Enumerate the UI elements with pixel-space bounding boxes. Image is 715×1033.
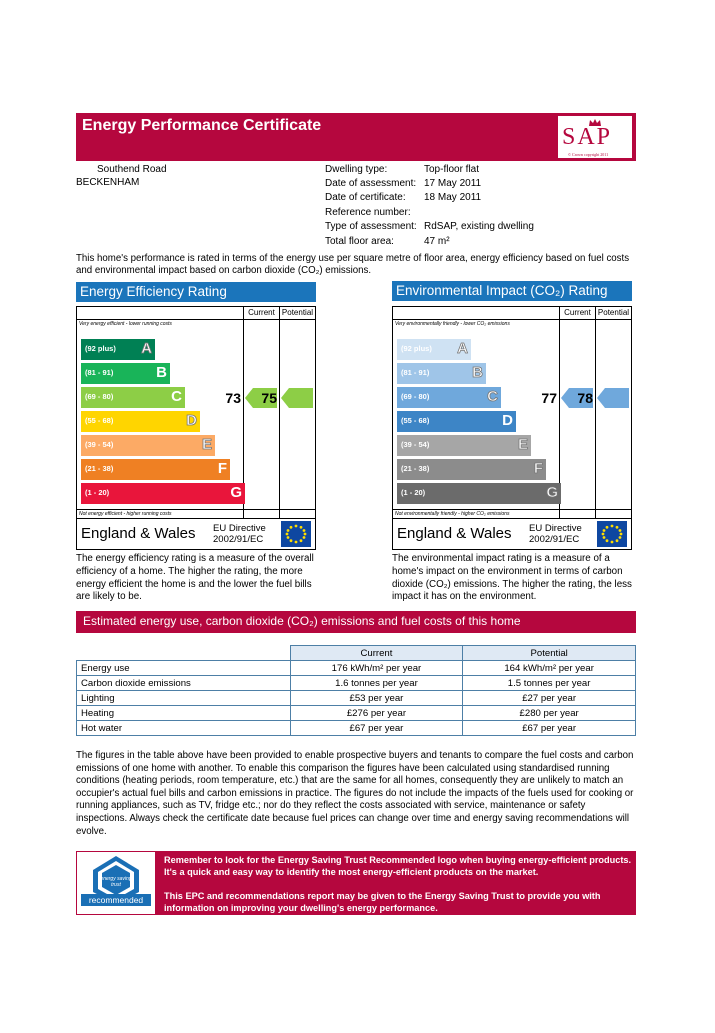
arrow-shape xyxy=(281,388,313,408)
region-label: England & Wales xyxy=(81,525,196,542)
est-paragraph-1: Remember to look for the Energy Saving Trust Recommended logo when buying energy-efficient products. It's a quick and easy way to identify the most energy-efficient products on the market. xyxy=(164,855,632,877)
detail-label: Date of assessment: xyxy=(325,178,417,189)
detail-value: Top-floor flat xyxy=(424,164,480,175)
efficiency-description: The energy efficiency rating is a measure of the overall efficiency of a home. The higher the rating, the more energy efficient the home is and the lower the fuel bills are likely to be. xyxy=(76,553,314,603)
band-a xyxy=(397,339,471,360)
bottom-note: Not energy efficient - higher running costs xyxy=(79,511,172,517)
band-g xyxy=(397,483,561,504)
band-letter: C xyxy=(487,388,498,405)
certificate-header xyxy=(76,113,636,161)
potential-value: 1.5 tonnes per year xyxy=(463,676,636,691)
environment-title: Environmental Impact (CO₂) Rating xyxy=(392,281,632,301)
page-title: Energy Performance Certificate xyxy=(82,117,322,134)
current-column-header: Current xyxy=(248,308,275,317)
current-value: 1.6 tonnes per year xyxy=(290,676,463,691)
current-value: £53 per year xyxy=(290,691,463,706)
row-label: Energy use xyxy=(77,661,291,676)
divider xyxy=(393,319,631,320)
band-f xyxy=(397,459,546,480)
detail-label: Total floor area: xyxy=(325,236,394,247)
band-letter: A xyxy=(141,340,152,357)
divider xyxy=(393,518,631,519)
potential-column-header: Potential xyxy=(463,646,636,661)
potential-value: £280 per year xyxy=(463,706,636,721)
detail-label: Type of assessment: xyxy=(325,221,417,232)
intro-text: This home's performance is rated in terms of the energy use per square metre of floor area, energy efficiency based on fuel costs and environmental impact based on carbon dioxide (CO₂) emissions. xyxy=(76,253,630,277)
energy-saving-trust-logo xyxy=(76,851,156,915)
est-logo-recommended: recommended xyxy=(88,895,144,905)
region-label: England & Wales xyxy=(397,525,512,542)
figures-note: The figures in the table above have been provided to enable prospective buyers and tenants to compare the fuel costs and carbon emissions of one home with another. To enable this comparison the figures have been calculated using standardised running conditions (heating periods, room temperature, etc.) that are the same for all homes, consequently they are unlikely to match an occupier's actual fuel bills and carbon emissions in practice. The figures do not include the impacts of the fuels used for cooking or running appliances, such as TV, fridge etc.; nor do they reflect the costs associated with service, maintenance or safety inspections. Always check the certificate date because fuel prices can change over time and energy saving recommendations will evolve. xyxy=(76,750,634,837)
row-label: Hot water xyxy=(77,721,291,736)
band-range: (1 - 20) xyxy=(401,488,426,497)
band-e xyxy=(81,435,215,456)
sap-logo-copyright: © Crown copyright 2011 xyxy=(568,152,609,157)
band-range: (81 - 91) xyxy=(401,368,430,377)
band-range: (92 plus) xyxy=(85,344,116,353)
band-b xyxy=(397,363,486,384)
detail-value: 17 May 2011 xyxy=(424,178,482,189)
band-range: (69 - 80) xyxy=(401,392,430,401)
table-row xyxy=(77,676,636,691)
energy-saving-trust-box xyxy=(76,851,636,915)
detail-label: Reference number: xyxy=(325,207,411,218)
band-e xyxy=(397,435,531,456)
band-d xyxy=(397,411,516,432)
band-a xyxy=(81,339,155,360)
detail-label: Date of certificate: xyxy=(325,192,406,203)
band-range: (92 plus) xyxy=(401,344,432,353)
eu-directive xyxy=(213,523,266,545)
band-c xyxy=(81,387,185,408)
band-range: (21 - 38) xyxy=(85,464,114,473)
table-corner xyxy=(77,646,291,661)
detail-label: Dwelling type: xyxy=(325,164,388,175)
environment-chart-frame xyxy=(392,306,632,550)
band-letter: G xyxy=(230,484,242,501)
current-value: 176 kWh/m² per year xyxy=(290,661,463,676)
band-letter: F xyxy=(217,460,227,477)
detail-value: 18 May 2011 xyxy=(424,192,482,203)
band-range: (55 - 68) xyxy=(401,416,430,425)
band-letter: F xyxy=(533,460,543,477)
detail-value: 47 m² xyxy=(424,236,450,247)
divider xyxy=(77,319,315,320)
potential-rating-value: 78 xyxy=(577,390,593,406)
eu-flag-icon xyxy=(281,521,311,547)
eu-directive-line1: EU Directive xyxy=(213,523,266,534)
estimated-section-title: Estimated energy use, carbon dioxide (CO₂) emissions and fuel costs of this home xyxy=(76,611,636,633)
top-note: Very energy efficient - lower running costs xyxy=(79,321,172,327)
table-header-row xyxy=(77,646,636,661)
band-c xyxy=(397,387,501,408)
eu-directive-line1: EU Directive xyxy=(529,523,582,534)
potential-value: £67 per year xyxy=(463,721,636,736)
eu-directive xyxy=(529,523,582,545)
current-value: £67 per year xyxy=(290,721,463,736)
current-value: £276 per year xyxy=(290,706,463,721)
divider xyxy=(393,509,631,510)
table-row xyxy=(77,691,636,706)
arrow-shape xyxy=(597,388,629,408)
potential-value: £27 per year xyxy=(463,691,636,706)
efficiency-panel xyxy=(76,282,316,550)
divider xyxy=(77,518,315,519)
environment-description: The environmental impact rating is a measure of a home's impact on the environment in terms of carbon dioxide (CO₂) emissions. The higher the rating, the less impact it has on the environment. xyxy=(392,553,632,603)
band-range: (1 - 20) xyxy=(85,488,110,497)
potential-column-header: Potential xyxy=(597,308,630,317)
band-letter: A xyxy=(457,340,468,357)
band-letter: B xyxy=(156,364,167,381)
row-label: Carbon dioxide emissions xyxy=(77,676,291,691)
eu-directive-line2: 2002/91/EC xyxy=(213,534,264,545)
table-row xyxy=(77,706,636,721)
band-g xyxy=(81,483,245,504)
table-row xyxy=(77,721,636,736)
sap-logo-text: SAP xyxy=(562,124,613,150)
band-b xyxy=(81,363,170,384)
band-letter: C xyxy=(171,388,182,405)
current-column-header: Current xyxy=(290,646,463,661)
band-f xyxy=(81,459,230,480)
band-letter: E xyxy=(201,436,212,453)
band-range: (21 - 38) xyxy=(401,464,430,473)
detail-value: RdSAP, existing dwelling xyxy=(424,221,534,232)
eu-flag-icon xyxy=(597,521,627,547)
band-range: (69 - 80) xyxy=(85,392,114,401)
potential-rating-value: 75 xyxy=(261,390,277,406)
band-range: (39 - 54) xyxy=(85,440,114,449)
address-line-2: BECKENHAM xyxy=(76,177,140,188)
est-logo-text: energy saving trust xyxy=(100,876,132,888)
band-range: (55 - 68) xyxy=(85,416,114,425)
environment-panel xyxy=(392,281,632,550)
eu-directive-line2: 2002/91/EC xyxy=(529,534,580,545)
address-line-1: Southend Road xyxy=(97,164,167,175)
divider xyxy=(77,509,315,510)
efficiency-chart-frame xyxy=(76,306,316,550)
table-row xyxy=(77,661,636,676)
band-letter: B xyxy=(472,364,483,381)
band-letter: D xyxy=(186,412,197,429)
bottom-note: Not environmentally friendly - higher CO₂ emissions xyxy=(395,511,510,517)
est-paragraph-2: This EPC and recommendations report may be given to the Energy Saving Trust to provide you with information on improving your dwelling's energy performance. xyxy=(164,891,601,913)
band-letter: G xyxy=(546,484,558,501)
row-label: Lighting xyxy=(77,691,291,706)
potential-value: 164 kWh/m² per year xyxy=(463,661,636,676)
row-label: Heating xyxy=(77,706,291,721)
band-letter: E xyxy=(517,436,528,453)
band-letter: D xyxy=(502,412,513,429)
potential-column-header: Potential xyxy=(281,308,314,317)
divider xyxy=(279,307,280,519)
current-column-header: Current xyxy=(564,308,591,317)
top-note: Very environmentally friendly - lower CO₂ emissions xyxy=(395,321,510,327)
divider xyxy=(595,307,596,519)
band-range: (39 - 54) xyxy=(401,440,430,449)
current-rating-value: 73 xyxy=(225,390,241,406)
band-d xyxy=(81,411,200,432)
current-rating-value: 77 xyxy=(541,390,557,406)
sap-logo xyxy=(558,116,632,158)
efficiency-title: Energy Efficiency Rating xyxy=(76,282,316,302)
cost-table xyxy=(76,645,636,736)
band-range: (81 - 91) xyxy=(85,368,114,377)
